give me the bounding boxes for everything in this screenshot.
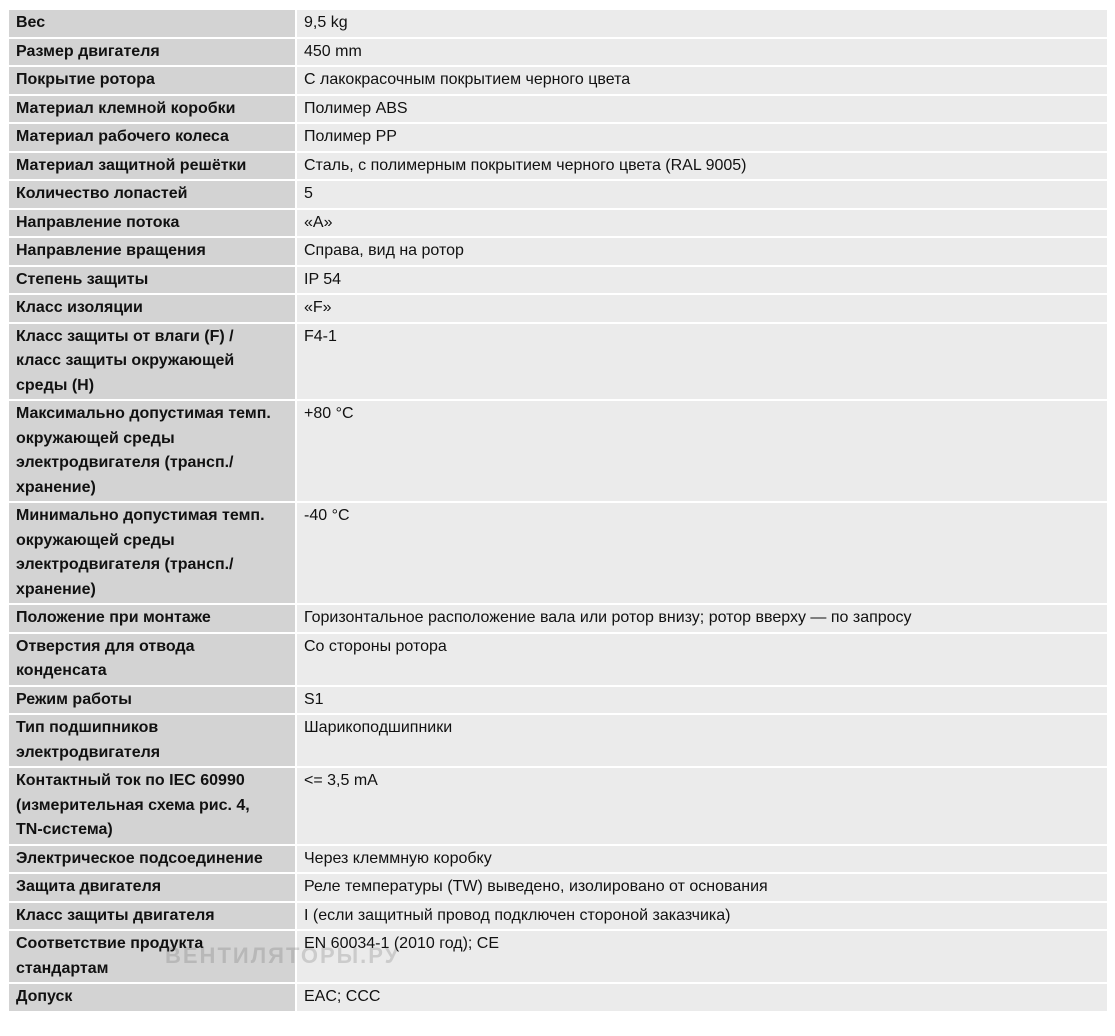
spec-label: Материал клемной коробки <box>9 96 295 123</box>
spec-row <box>9 768 1107 844</box>
spec-row <box>9 846 1107 873</box>
spec-value: 5 <box>297 181 1107 208</box>
spec-value: Полимер PP <box>297 124 1107 151</box>
spec-value: -40 °C <box>297 503 1107 603</box>
spec-row <box>9 210 1107 237</box>
spec-label: Максимально допустимая темп. окружающей среды электродвигателя (трансп./ хранение) <box>9 401 295 501</box>
spec-row <box>9 874 1107 901</box>
spec-label: Минимально допустимая темп. окружающей среды электродвигателя (трансп./ хранение) <box>9 503 295 603</box>
spec-value: F4-1 <box>297 324 1107 400</box>
spec-row <box>9 181 1107 208</box>
spec-label: Режим работы <box>9 687 295 714</box>
spec-label: Тип подшипников электродвигателя <box>9 715 295 766</box>
spec-row <box>9 238 1107 265</box>
spec-label: Электрическое подсоединение <box>9 846 295 873</box>
spec-value: Со стороны ротора <box>297 634 1107 685</box>
spec-value: Горизонтальное расположение вала или ротор внизу; ротор вверху — по запросу <box>297 605 1107 632</box>
spec-label: Класс защиты двигателя <box>9 903 295 930</box>
spec-value: EAC; CCC <box>297 984 1107 1011</box>
spec-row <box>9 67 1107 94</box>
spec-value: Справа, вид на ротор <box>297 238 1107 265</box>
watermark: ВЕНТИЛЯТОРЫ.РУ <box>165 943 401 968</box>
spec-value: EN 60034-1 (2010 год); CE <box>297 931 1107 982</box>
spec-label: Покрытие ротора <box>9 67 295 94</box>
spec-label: Степень защиты <box>9 267 295 294</box>
spec-value: I (если защитный провод подключен стороной заказчика) <box>297 903 1107 930</box>
specifications-table <box>9 8 1107 1013</box>
spec-label: Контактный ток по IEC 60990 (измерительная схема рис. 4, TN-система) <box>9 768 295 844</box>
spec-value: S1 <box>297 687 1107 714</box>
spec-value: Через клеммную коробку <box>297 846 1107 873</box>
spec-label: Материал рабочего колеса <box>9 124 295 151</box>
spec-label: Класс защиты от влаги (F) / класс защиты окружающей среды (H) <box>9 324 295 400</box>
spec-label: Направление вращения <box>9 238 295 265</box>
spec-row <box>9 984 1107 1011</box>
spec-label: Количество лопастей <box>9 181 295 208</box>
spec-label: Положение при монтаже <box>9 605 295 632</box>
spec-value: «A» <box>297 210 1107 237</box>
spec-row <box>9 687 1107 714</box>
spec-row <box>9 503 1107 603</box>
spec-row <box>9 267 1107 294</box>
spec-value: Сталь, с полимерным покрытием черного цвета (RAL 9005) <box>297 153 1107 180</box>
spec-row <box>9 324 1107 400</box>
spec-label: Направление потока <box>9 210 295 237</box>
spec-value: +80 °C <box>297 401 1107 501</box>
specifications-table-body <box>9 10 1107 1011</box>
spec-value: Шарикоподшипники <box>297 715 1107 766</box>
spec-label: Соответствие продукта стандартам <box>9 931 295 982</box>
spec-value: IP 54 <box>297 267 1107 294</box>
spec-label: Защита двигателя <box>9 874 295 901</box>
spec-row <box>9 605 1107 632</box>
spec-label: Материал защитной решётки <box>9 153 295 180</box>
spec-row <box>9 124 1107 151</box>
spec-row <box>9 295 1107 322</box>
spec-label: Вес <box>9 10 295 37</box>
spec-value: 450 mm <box>297 39 1107 66</box>
spec-label: Отверстия для отвода конденсата <box>9 634 295 685</box>
spec-row <box>9 401 1107 501</box>
spec-row <box>9 153 1107 180</box>
spec-value: Реле температуры (TW) выведено, изолировано от основания <box>297 874 1107 901</box>
spec-label: Допуск <box>9 984 295 1011</box>
spec-label: Класс изоляции <box>9 295 295 322</box>
spec-value: Полимер ABS <box>297 96 1107 123</box>
spec-row <box>9 715 1107 766</box>
spec-value: 9,5 kg <box>297 10 1107 37</box>
spec-row <box>9 903 1107 930</box>
spec-value: <= 3,5 mA <box>297 768 1107 844</box>
spec-row <box>9 634 1107 685</box>
spec-row <box>9 10 1107 37</box>
spec-value: С лакокрасочным покрытием черного цвета <box>297 67 1107 94</box>
spec-value: «F» <box>297 295 1107 322</box>
spec-label: Размер двигателя <box>9 39 295 66</box>
spec-row <box>9 96 1107 123</box>
spec-row <box>9 931 1107 982</box>
spec-row <box>9 39 1107 66</box>
